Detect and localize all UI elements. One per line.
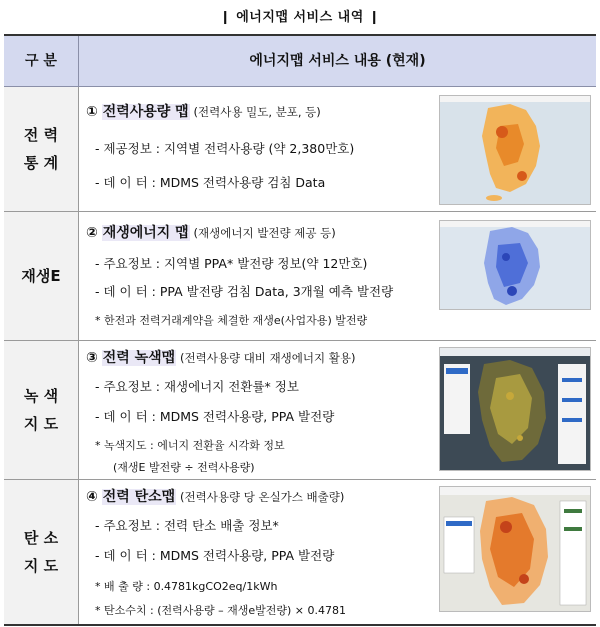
info-line: - 주요정보 : 재생에너지 전환률* 정보 (95, 379, 299, 394)
category-line-2: 지 도 (23, 415, 59, 433)
service-desc: (전력사용 밀도, 분포, 등) (193, 105, 321, 119)
info-line: - 주요정보 : 지역별 PPA* 발전량 정보(약 12만호) (95, 256, 368, 271)
info-line: - 제공정보 : 지역별 전력사용량 (약 2,380만호) (95, 141, 355, 156)
category-line-1: 녹 색 (23, 387, 59, 405)
row-category (4, 87, 79, 211)
table-row-power-stats (4, 87, 596, 212)
footnote-formula: (재생E 발전량 ÷ 전력사용량) (113, 461, 255, 474)
green-map-icon (439, 347, 591, 471)
carbon-map-icon (439, 486, 591, 612)
service-title (86, 486, 344, 506)
page-title: ❙ 에너지맵 서비스 내역 ❙ (219, 10, 381, 25)
service-name: 전력 녹색맵 (102, 350, 176, 366)
category-line-2: 통 계 (23, 154, 59, 172)
service-desc: (재생에너지 발전량 제공 등) (193, 226, 336, 240)
header-category: 구 분 (4, 36, 79, 86)
row-content (79, 87, 596, 211)
table-row-green-map (4, 341, 596, 480)
category-line-1: 재생E (21, 267, 61, 285)
renewable-energy-map-icon (439, 220, 591, 310)
footnote: * 한전과 전력거래계약을 체결한 재생e(사업자용) 발전량 (95, 314, 368, 327)
footnote-formula: * 탄소수치 : (전력사용량 – 재생e발전량) × 0.4781 (95, 604, 347, 617)
service-title (86, 222, 336, 242)
row-category (4, 212, 79, 340)
header-content: 에너지맵 서비스 내용 (현재) (249, 53, 426, 69)
footnote: * 녹색지도 : 에너지 전환율 시각화 정보 (95, 439, 285, 452)
data-line: - 데 이 터 : MDMS 전력사용량, PPA 발전량 (95, 409, 335, 424)
service-name: 전력 탄소맵 (102, 489, 176, 505)
service-number: ① (86, 104, 98, 120)
row-content (79, 480, 596, 624)
row-category (4, 480, 79, 624)
data-line: - 데 이 터 : PPA 발전량 검침 Data, 3개월 예측 발전량 (95, 284, 394, 299)
service-desc: (전력사용량 당 온실가스 배출량) (180, 490, 345, 504)
service-name: 재생에너지 맵 (102, 225, 189, 241)
info-line: - 주요정보 : 전력 탄소 배출 정보* (95, 518, 279, 533)
service-number: ④ (86, 489, 98, 505)
service-table (4, 34, 596, 626)
footnote-emission: * 배 출 량 : 0.4781kgCO2eq/1kWh (95, 580, 278, 593)
row-content (79, 212, 596, 340)
table-row-renewable (4, 212, 596, 341)
row-content (79, 341, 596, 479)
electricity-usage-map-icon (439, 95, 591, 205)
service-desc: (전력사용량 대비 재생에너지 활용) (180, 351, 356, 365)
service-name: 전력사용량 맵 (102, 104, 189, 120)
category-line-1: 탄 소 (23, 529, 59, 547)
service-title (86, 101, 321, 121)
table-header (4, 36, 596, 87)
data-line: - 데 이 터 : MDMS 전력사용량 검침 Data (95, 175, 326, 190)
data-line: - 데 이 터 : MDMS 전력사용량, PPA 발전량 (95, 548, 335, 563)
row-category (4, 341, 79, 479)
category-line-1: 전 력 (23, 126, 59, 144)
service-title (86, 347, 355, 367)
service-number: ② (86, 225, 98, 241)
service-number: ③ (86, 350, 98, 366)
table-row-carbon-map (4, 480, 596, 624)
category-line-2: 지 도 (23, 557, 59, 575)
